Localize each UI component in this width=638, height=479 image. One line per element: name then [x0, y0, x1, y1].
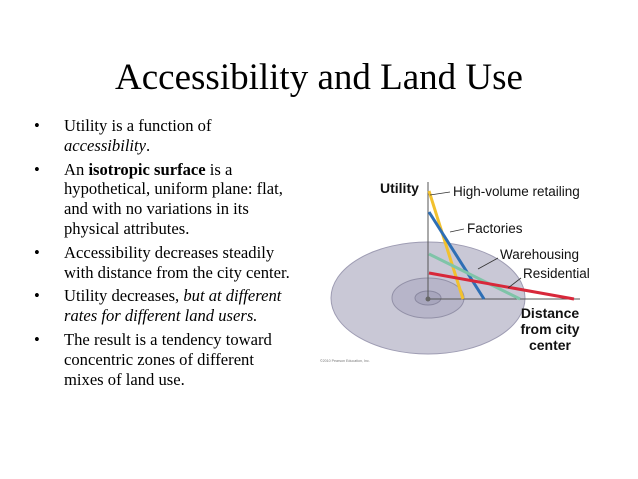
distance-axis-label-line-3: center — [528, 337, 572, 353]
bullet-text-run: An — [64, 159, 89, 179]
bullet-item — [34, 160, 324, 239]
label-residential: Residential — [523, 266, 590, 281]
bullet-item — [34, 116, 324, 156]
bullet-text-run: is a — [205, 159, 233, 179]
bullet-line — [64, 199, 324, 219]
bullet-item — [34, 243, 324, 283]
bullet-line — [64, 350, 324, 370]
city-center-point — [426, 297, 431, 302]
bullet-marker: • — [34, 286, 40, 306]
bid-rent-svg — [318, 172, 618, 372]
label-factories: Factories — [467, 221, 523, 236]
bullet-line — [64, 243, 324, 263]
bullet-line — [64, 286, 324, 306]
bullet-line — [64, 179, 324, 199]
label-warehousing: Warehousing — [500, 247, 580, 262]
bullet-list — [34, 116, 324, 393]
bullet-text-run: rates for different land users. — [64, 306, 258, 326]
bullet-line — [64, 263, 324, 283]
bullet-text-run: accessibility — [64, 135, 147, 155]
bullet-line — [64, 370, 324, 390]
bullet-text-run: physical attributes. — [64, 218, 190, 238]
bullet-text-run: and with no variations in its — [64, 199, 249, 219]
bullet-text-run: Utility decreases, — [64, 286, 184, 306]
bullet-text-run: but at different — [183, 286, 282, 306]
bullet-line — [64, 116, 324, 136]
bullet-text-run: with distance from the city center. — [64, 262, 290, 282]
bullet-marker: • — [34, 329, 40, 349]
slide-title: Accessibility and Land Use — [115, 57, 523, 98]
distance-axis-label-line-1: Distance — [520, 305, 580, 321]
bullet-marker: • — [34, 116, 40, 135]
copyright-note: ©2010 Pearson Education, Inc. — [320, 359, 370, 363]
bullet-line — [64, 136, 324, 156]
bullet-text-run: Accessibility decreases steadily — [64, 242, 275, 262]
utility-axis-label: Utility — [380, 180, 419, 196]
bullet-item — [34, 330, 324, 389]
bullet-marker: • — [34, 159, 40, 179]
label-high-volume-retailing: High-volume retailing — [453, 184, 580, 199]
distance-axis-label-line-2: from city — [520, 321, 580, 337]
bid-rent-diagram — [318, 172, 618, 372]
bullet-text-run: . — [146, 135, 151, 155]
bullet-item — [34, 286, 324, 326]
bullet-text-run: Utility is a function of — [64, 116, 212, 135]
bullet-line — [64, 306, 324, 326]
bullet-text-run: mixes of land use. — [64, 369, 185, 389]
leader-factories — [450, 229, 464, 232]
bullet-text-run: concentric zones of different — [64, 349, 254, 369]
bullet-text-run: isotropic surface — [88, 159, 206, 179]
bullet-line — [64, 330, 324, 350]
bullet-line — [64, 219, 324, 239]
bullet-line — [64, 160, 324, 180]
bullet-text-run: The result is a tendency toward — [64, 329, 272, 349]
leader-retailing — [430, 192, 450, 195]
bullet-text-run: hypothetical, uniform plane: flat, — [64, 179, 283, 199]
bullet-marker: • — [34, 242, 40, 262]
